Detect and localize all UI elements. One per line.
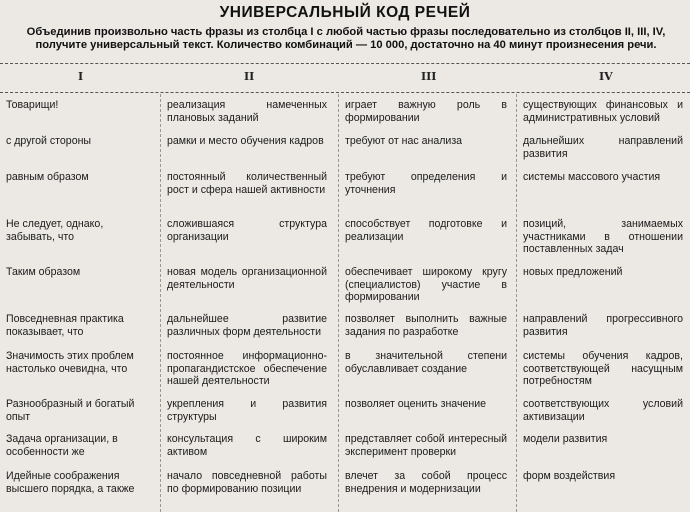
table-cell: новая модель организационной деятельности [167, 266, 327, 291]
table-cell: системы обучения кадров, соответствующей насущным потребностям [523, 350, 683, 388]
page-subtitle: Объединив произвольно часть фразы из столбца I с любой частью фразы последовательно из столбцов II, III, IV, получите универсальный текст. Количество комбинаций — 10 000, достаточно на 40 минут произнесения речи. [26, 26, 666, 51]
table-cell: Задача организации, в особенности же [6, 433, 118, 458]
table-cell: способствует подготовке и реализации [345, 218, 507, 243]
table-cell: играет важную роль в формировании [345, 99, 507, 124]
table-cell: обеспечивает широкому кругу (специалистов) участие в формировании [345, 266, 507, 304]
column-header-row [0, 66, 690, 88]
table-cell: существующих финансовых и административных условий [523, 99, 683, 124]
table-cell: дальнейших направлений развития [523, 135, 683, 160]
table-cell: консультация с широким активом [167, 433, 327, 458]
table-cell: влечет за собой процесс внедрения и модернизации [345, 470, 507, 495]
table-cell: реализация намеченных плановых заданий [167, 99, 327, 124]
table-cell: требуют определения и уточнения [345, 171, 507, 196]
column-header-3: III [421, 70, 437, 83]
table-cell: постоянный количественный рост и сфера нашей активности [167, 171, 327, 196]
table-cell: начало повседневной работы по формированию позиции [167, 470, 327, 495]
table-cell: сложившаяся структура организации [167, 218, 327, 243]
table-cell: Разнообразный и богатый опыт [6, 398, 135, 423]
table-cell: Значимость этих проблем настолько очевидна, что [6, 350, 134, 375]
table-cell: постоянное информационно-пропагандистское обеспечение нашей деятельности [167, 350, 327, 388]
table-cell: с другой стороны [6, 135, 92, 147]
page-title: УНИВЕРСАЛЬНЫЙ КОД РЕЧЕЙ [219, 4, 471, 21]
column-divider [160, 94, 161, 512]
table-cell: новых предложений [523, 266, 623, 278]
column-divider [516, 94, 517, 512]
header-bottom-rule [0, 92, 690, 93]
table-cell: Идейные соображения высшего порядка, а также [6, 470, 135, 495]
column-divider [338, 94, 339, 512]
table-cell: форм воздействия [523, 470, 616, 482]
table-cell: представляет собой интересный эксперимент проверки [345, 433, 507, 458]
table-cell: дальнейшее развитие различных форм деятельности [167, 313, 327, 338]
column-header-2: II [244, 70, 255, 83]
table-cell: направлений прогрессивного развития [523, 313, 683, 338]
table-cell: Не следует, однако, забывать, что [6, 218, 104, 243]
table-cell: в значительной степени обуславливает создание [345, 350, 507, 375]
column-header-1: I [78, 70, 84, 83]
table-cell: модели развития [523, 433, 608, 445]
table-cell: соответствующих условий активизации [523, 398, 683, 423]
column-header-4: IV [599, 70, 613, 83]
table-cell: рамки и место обучения кадров [167, 135, 324, 147]
table-cell: укрепления и развития структуры [167, 398, 327, 423]
table-cell: Товарищи! [6, 99, 59, 111]
table-cell: позволяет оценить значение [345, 398, 487, 410]
table-cell: Повседневная практика показывает, что [6, 313, 124, 338]
table-cell: позволяет выполнить важные задания по разработке [345, 313, 507, 338]
table-cell: требуют от нас анализа [345, 135, 463, 147]
header-top-rule [0, 63, 690, 64]
table-cell: Таким образом [6, 266, 81, 278]
table-cell: равным образом [6, 171, 89, 183]
table-cell: позиций, занимаемых участниками в отношении поставленных задач [523, 218, 683, 256]
table-cell: системы массового участия [523, 171, 661, 183]
